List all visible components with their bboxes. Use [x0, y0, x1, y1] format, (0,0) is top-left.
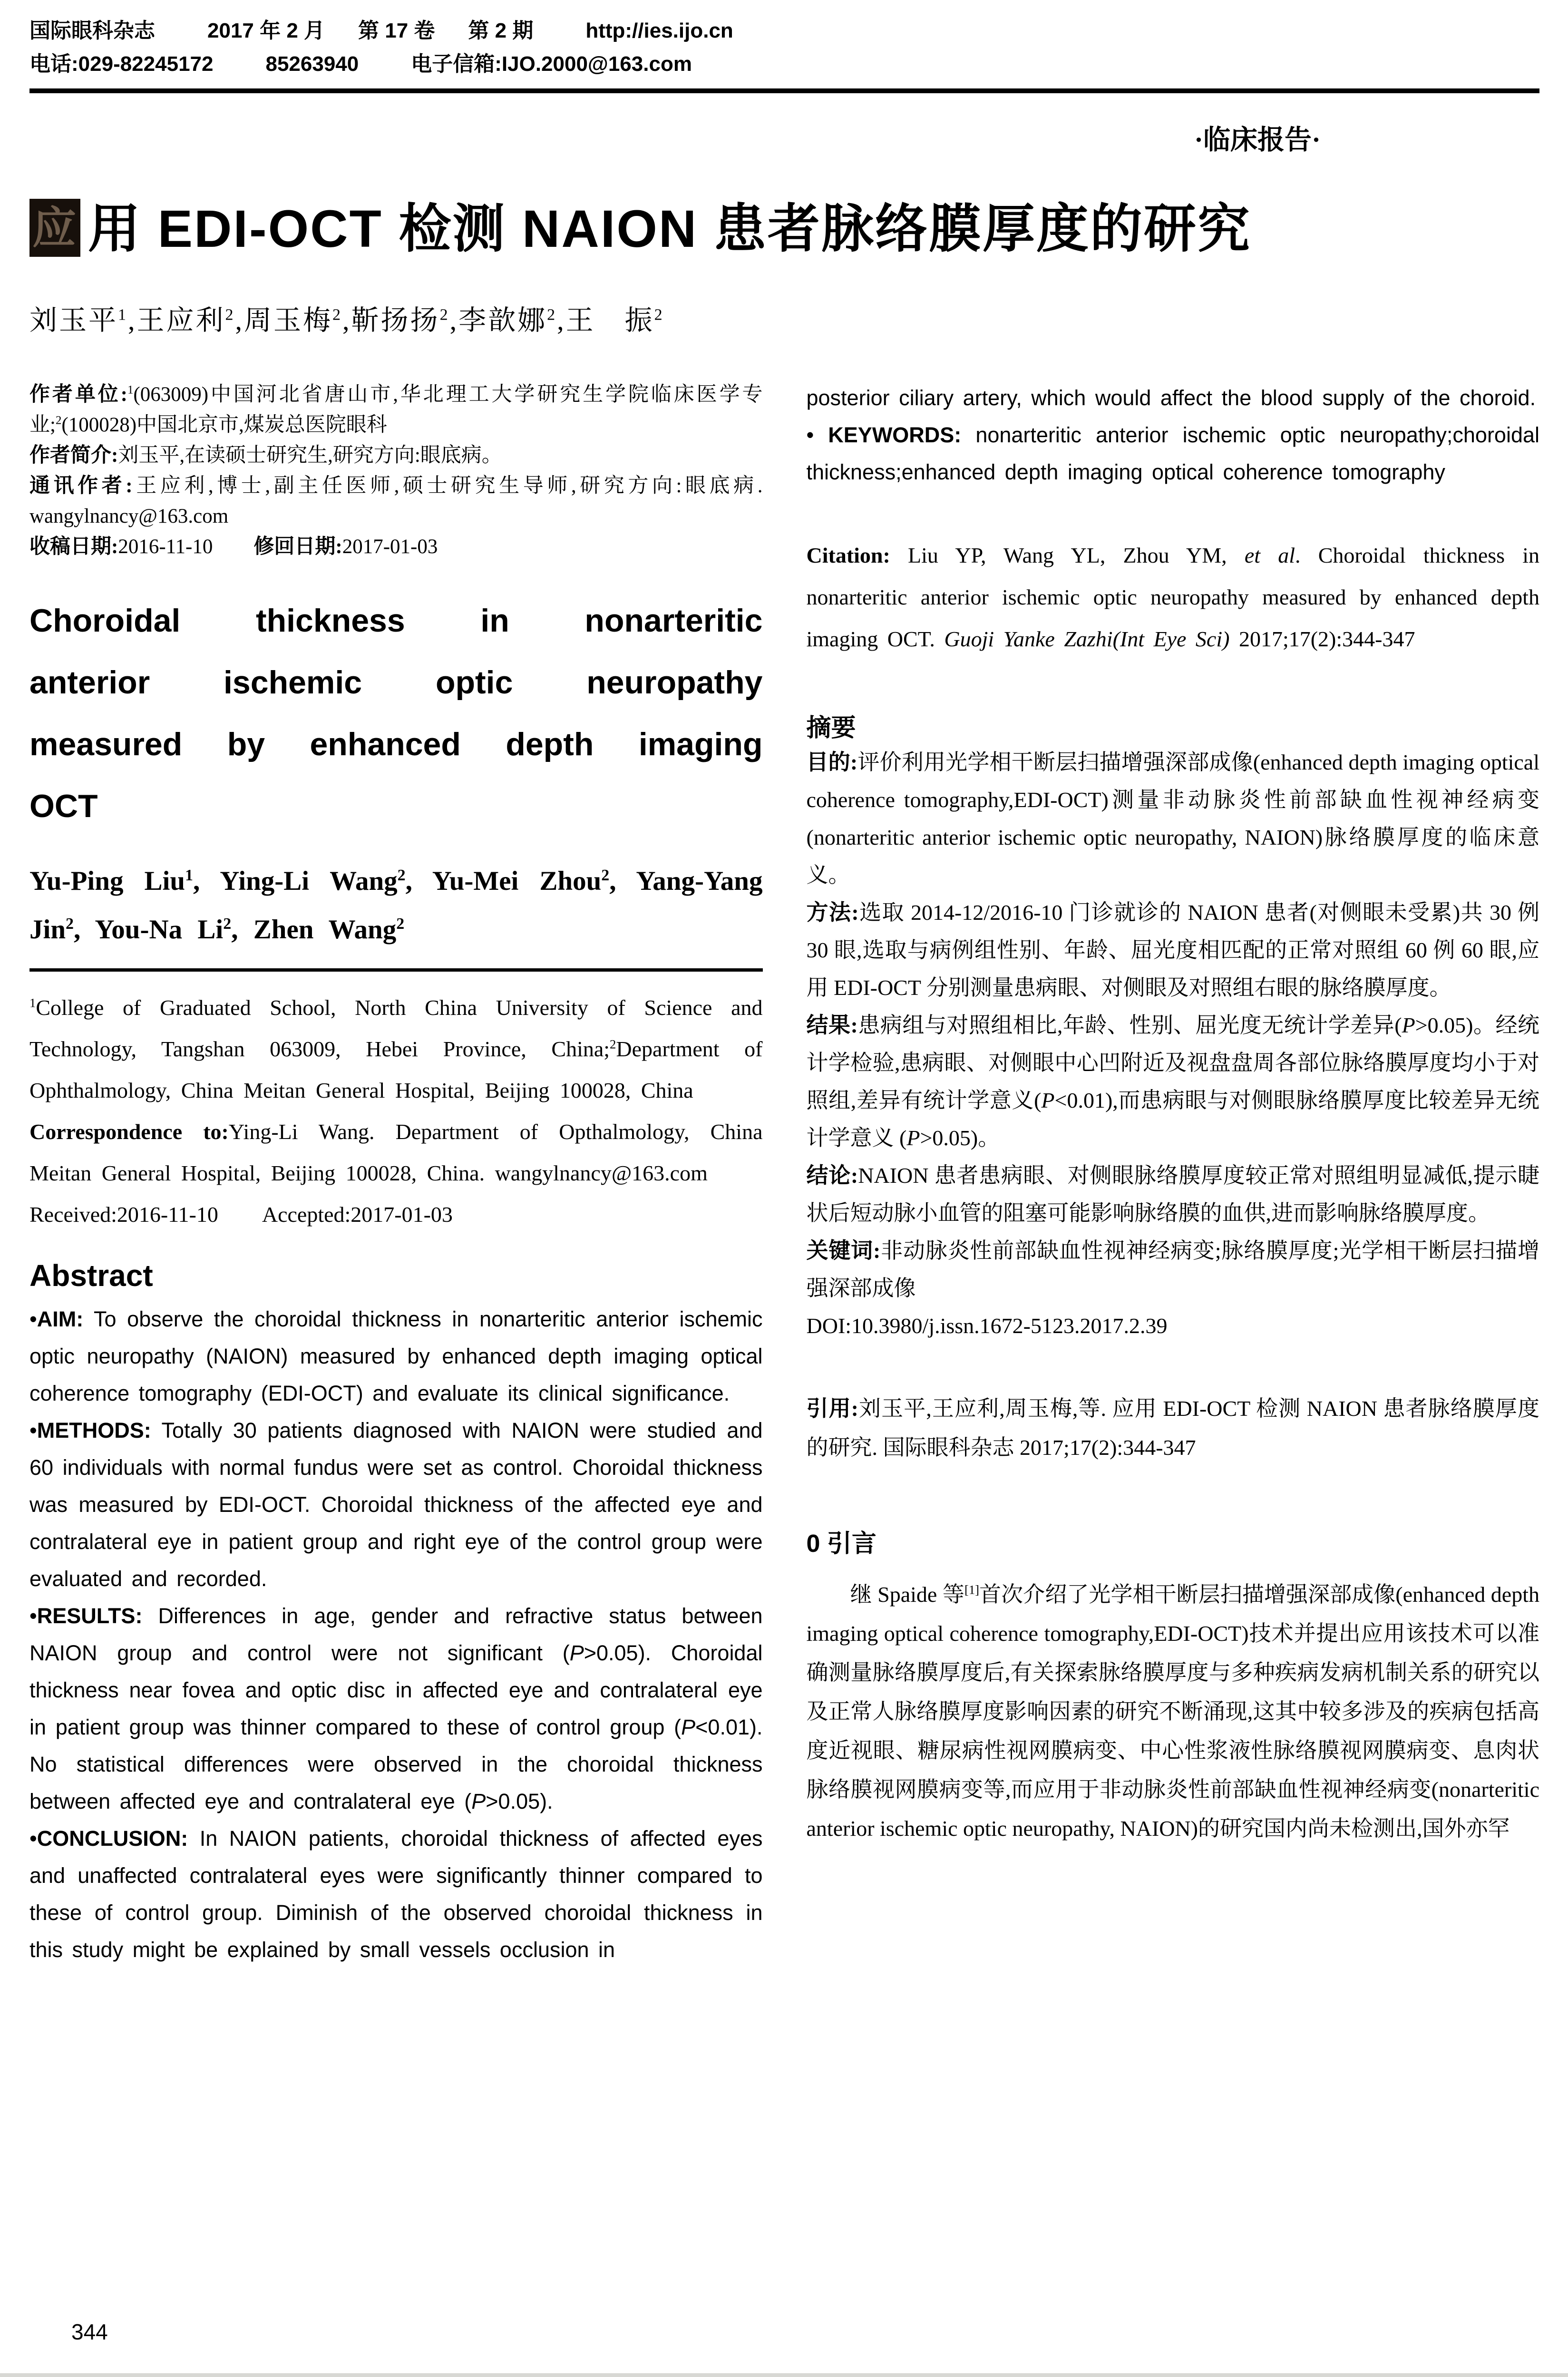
chinese-abstract-results: 结果:患病组与对照组相比,年龄、性别、屈光度无统计学差异(P>0.05)。经统计学检验,患病眼、对侧眼中心凹附近及视盘盘周各部位脉络膜厚度均小于对照组,差异有统计学意义(P<0.01),而患病眼与对侧眼脉络膜厚度比较差异无统计学意义 (P>0.05)。: [806, 1013, 1539, 1150]
abstract-block: [29, 1301, 763, 1968]
chinese-abstract-methods: 方法:选取 2014-12/2016-10 门诊就诊的 NAION 患者(对侧眼未受累)共 30 例 30 眼,选取与病例组性别、年龄、屈光度相匹配的正常对照组 60 例 60 眼,应用 EDI-OCT 分别测量患病眼、对侧眼及对照组右眼的脉络膜厚度。: [806, 900, 1540, 1000]
chinese-keywords: 关键词:非动脉炎性前部缺血性视神经病变;脉络膜厚度;光学相干断层扫描增强深部成像: [806, 1238, 1539, 1300]
english-title: Choroidal thickness in nonarteritic anterior ischemic optic neuropathy measured by enhanced depth imaging OCT: [29, 602, 763, 824]
authors-english: Yu-Ping Liu$^1$, Ying-Li Wang$^2$, Yu-Mei Zhou$^2$, Yang-Yang Jin$^2$, You-Na Li$^2$, Zhen Wang$^2$: [29, 866, 763, 945]
issue-number: 第 2 期: [468, 19, 534, 42]
chinese-abstract-conclusion: 结论:NAION 患者患病眼、对侧眼脉络膜厚度较正常对照组明显减低,提示睫状后短动脉小血管的阻塞可能影响脉络膜的血供,进而影响脉络膜厚度。: [806, 1163, 1539, 1225]
page-bottom-edge: [0, 2373, 1568, 2377]
author-affiliation-cn: 作者单位:$^1$(063009)中国河北省唐山市,华北理工大学研究生学院临床医学专业;$^2$(100028)中国北京市,煤炭总医院眼科: [29, 383, 763, 436]
journal-phone2: 85263940: [265, 52, 359, 76]
corresponding-author-cn: 通讯作者:王应利,博士,副主任医师,硕士研究生导师,研究方向:眼底病. wangylnancy@163.com: [29, 474, 763, 527]
author-info-block: [29, 380, 763, 562]
chinese-abstract-block: [807, 743, 1540, 1344]
running-head-line2: [29, 48, 1539, 81]
title-dropcap: 应: [29, 199, 80, 257]
abstract-heading: Abstract: [29, 1258, 153, 1293]
chinese-abstract-heading: 摘要: [806, 714, 856, 742]
right-column: [807, 380, 1540, 1968]
left-column: [29, 380, 763, 1968]
authors-chinese: 刘玉平$^1$,王应利$^2$,周玉梅$^2$,靳扬扬$^2$,李歆娜$^2$,王 振$^2$: [29, 304, 664, 336]
section-label: ·临床报告·: [1194, 125, 1321, 155]
abstract-conclusion: •CONCLUSION: In NAION patients, choroidal thickness of affected eyes and unaffected contralateral eyes were significantly thinner compared to these of control group. Diminish of the observed choroidal thickness in this study might be explained by small vessels occlusion in: [29, 1826, 763, 1962]
affiliation-rule: [29, 968, 763, 972]
correspondence-english: Correspondence to:Ying-Li Wang. Department of Opthalmology, China Meitan General Hospital, Beijing 100028, China. wangylnancy@163.com: [29, 1119, 763, 1185]
issue-volume: 第 17 卷: [358, 19, 435, 42]
keywords-english: • KEYWORDS: nonarteritic anterior ischemic optic neuropathy;choroidal thickness;enhanced depth imaging optical coherence tomography: [806, 422, 1540, 484]
issue-date: 2017 年 2 月: [207, 19, 325, 42]
citation-chinese: 引用:刘玉平,王应利,周玉梅,等. 应用 EDI-OCT 检测 NAION 患者脉络膜厚度的研究. 国际眼科杂志 2017;17(2):344-347: [806, 1396, 1539, 1460]
running-head: [29, 14, 1539, 93]
abstract-conclusion-continuation: posterior ciliary artery, which would affect the blood supply of the choroid.: [806, 385, 1536, 410]
introduction-paragraph: 继 Spaide 等[1]首次介绍了光学相干断层扫描增强深部成像(enhanced depth imaging optical coherence tomography,EDI-OCT)技术并提出应用该技术可以准确测量脉络膜厚度后,有关探索脉络膜厚度与多种疾病发病机制关系的研究以及正常人脉络膜厚度影响因素的研究不断涌现,这其中较多涉及的疾病包括高度近视眼、糖尿病性视网膜病变、中心性浆液性脉络膜视网膜病变、息肉状脉络膜视网膜病变等,而应用于非动脉炎性前部缺血性视神经病变(nonarteritic anterior ischemic optic neuropathy, NAION)的研究国内尚未检测出,国外亦罕: [806, 1582, 1539, 1841]
title-text: 用 EDI-OCT 检测 NAION 患者脉络膜厚度的研究: [88, 200, 1251, 258]
abstract-aim: •AIM: To observe the choroidal thickness in nonarteritic anterior ischemic optic neuropathy (NAION) measured by enhanced depth imaging optical coherence tomography (EDI-OCT) and evaluate its clinical significance.: [29, 1306, 763, 1405]
affiliation-english: $^1$College of Graduated School, North China University of Science and Technology, Tangshan 063009, Hebei Province, China;$^2$Department of Ophthalmology, China Meitan General Hospital, Beijing 100028, China: [29, 995, 763, 1102]
header-rule: [29, 88, 1539, 93]
page-number: 344: [71, 2319, 108, 2344]
journal-name: 国际眼科杂志: [29, 19, 155, 42]
chinese-abstract-aim: 目的:评价利用光学相干断层扫描增强深部成像(enhanced depth imaging optical coherence tomography,EDI-OCT)测量非动脉炎性前部缺血性视神经病变(nonarteritic anterior ischemic optic neuropathy, NAION)脉络膜厚度的临床意义。: [806, 750, 1539, 887]
running-head-line1: [29, 14, 1539, 48]
abstract-results: •RESULTS: Differences in age, gender and refractive status between NAION group and control were not significant (P>0.05). Choroidal thickness near fovea and optic disc in affected eye and contralateral eye in patient group was thinner compared to these of control group (P<0.01). No statistical differences were observed in the choroidal thickness between affected eye and contralateral eye (P>0.05).: [29, 1603, 763, 1813]
received-accepted: Received:2016-11-10 Accepted:2017-01-03: [29, 1202, 453, 1227]
abstract-methods: •METHODS: Totally 30 patients diagnosed with NAION were studied and 60 individuals with normal fundus were set as control. Choroidal thickness was measured by EDI-OCT. Choroidal thickness of the affected eye and contralateral eye in patient group and right eye of the control group were evaluated and recorded.: [29, 1418, 763, 1591]
journal-phone: 电话:029-82245172: [29, 52, 214, 76]
manuscript-dates-cn: 收稿日期:2016-11-10 修回日期:2017-01-03: [29, 535, 438, 558]
author-bio-cn: 作者简介:刘玉平,在读硕士研究生,研究方向:眼底病。: [29, 444, 502, 467]
doi-line: DOI:10.3980/j.issn.1672-5123.2017.2.39: [806, 1313, 1168, 1338]
introduction-heading: 0 引言: [806, 1529, 877, 1558]
two-column-body: [29, 380, 1539, 1968]
article-title: [29, 199, 1539, 260]
affiliation-block: [29, 987, 763, 1235]
journal-email: 电子信箱:IJO.2000@163.com: [411, 52, 692, 76]
citation-english: Citation: Liu YP, Wang YL, Zhou YM, et al. Choroidal thickness in nonarteritic anterior ischemic optic neuropathy measured by enhanced depth imaging OCT. Guoji Yanke Zazhi(Int Eye Sci) 2017;17(2):344-347: [806, 543, 1539, 651]
journal-url: http://ies.ijo.cn: [585, 19, 733, 42]
